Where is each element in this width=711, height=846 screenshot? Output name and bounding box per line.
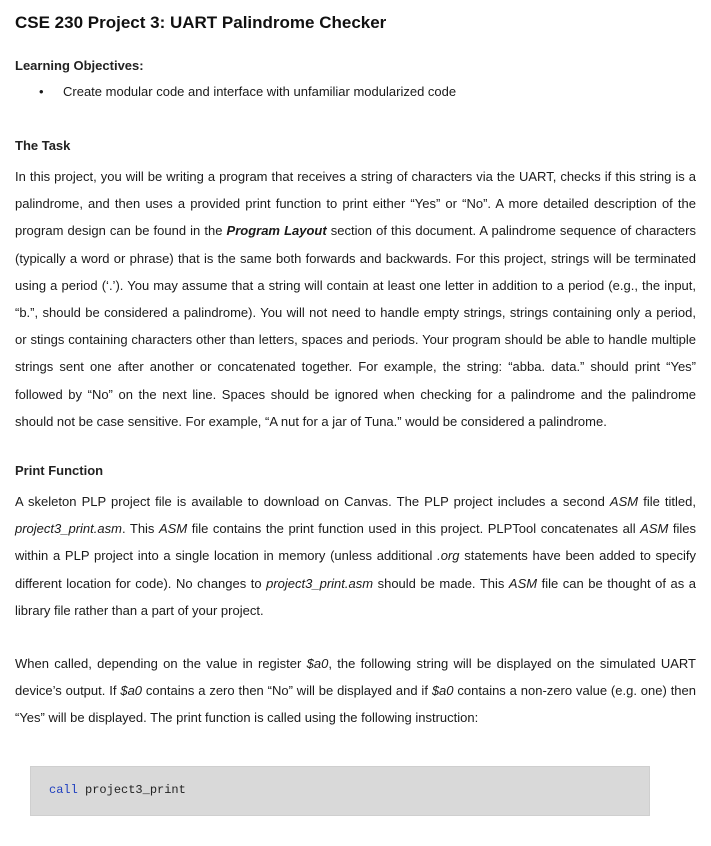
print-italic: project3_print.asm bbox=[266, 575, 374, 591]
print-text: When called, depending on the value in register bbox=[15, 656, 307, 672]
print-text: file titled, bbox=[638, 494, 697, 510]
learning-objectives-list bbox=[15, 82, 696, 102]
code-argument: project3_print bbox=[77, 783, 186, 797]
print-text: file contains the print function used in this project. PLPTool concatenates all bbox=[187, 521, 641, 537]
print-text: statements have been added to specify different location for code). No changes to bbox=[15, 548, 696, 591]
document-page bbox=[15, 0, 696, 732]
print-italic: ASM bbox=[609, 494, 639, 510]
list-item-text: Create modular code and interface with unfamiliar modularized code bbox=[63, 84, 457, 99]
code-line bbox=[49, 783, 186, 797]
print-italic: ASM bbox=[158, 521, 188, 537]
task-heading: The Task bbox=[15, 138, 71, 153]
print-text: , the following string will be displayed on the simulated UART device’s output. If bbox=[15, 656, 696, 699]
task-paragraph bbox=[15, 163, 696, 435]
print-paragraph-1 bbox=[15, 488, 696, 624]
document-title: CSE 230 Project 3: UART Palindrome Checker bbox=[15, 13, 387, 32]
register-italic: $a0 bbox=[431, 683, 454, 699]
print-italic: ASM bbox=[508, 575, 538, 591]
print-text: contains a zero then “No” will be displayed and if bbox=[142, 683, 432, 699]
print-text: contains a non-zero value (e.g. one) then “Yes” will be displayed. The print function is called using the following instruction: bbox=[15, 683, 697, 726]
code-keyword: call bbox=[49, 783, 78, 797]
print-text: file can be thought of as a library file rather than a part of your project. bbox=[15, 575, 696, 618]
print-text: . This bbox=[121, 521, 159, 537]
code-block bbox=[30, 766, 650, 816]
task-text-2: section of this document. A palindrome sequence of characters (typically a word or phrase) that is the same both forwards and backwards. For this project, strings will be terminated using a period (‘.’). You may assume that a string will contain at least one letter in addition to a period (e.g., the input, “b.”, should be considered a palindrome). You will not need to handle empty strings, strings containing only a period, or stings containing characters other than letters, spaces and periods. Your program should be able to handle multiple strings sent one after another or concatenated together. For example, the string: “abba. data.” should print “Yes” followed by “No” on the next line. Spaces should be ignored when checking for a palindrome and the palindrome should not be case sensitive. For example, “A nut for a jar of Tuna.” would be considered a palindrome. bbox=[15, 223, 696, 429]
print-function-heading: Print Function bbox=[15, 463, 104, 479]
register-italic: $a0 bbox=[306, 656, 329, 672]
print-text: A skeleton PLP project file is available to download on Canvas. The PLP project includes a second bbox=[15, 494, 610, 510]
learning-objectives-heading: Learning Objectives: bbox=[15, 58, 144, 73]
bullet-icon: • bbox=[39, 84, 44, 99]
register-italic: $a0 bbox=[120, 683, 143, 699]
list-item bbox=[15, 82, 696, 102]
task-text-1: In this project, you will be writing a program that receives a string of characters via the UART, checks if this string is a palindrome, and then uses a provided print function to print either “Yes” or “No”. A more detailed description of the program design can be found in the bbox=[15, 169, 696, 239]
program-layout-emphasis: Program Layout bbox=[226, 223, 327, 239]
print-italic: .org bbox=[437, 548, 460, 564]
print-text: should be made. This bbox=[373, 575, 509, 591]
print-text: files within a PLP project into a single location in memory (unless additional bbox=[15, 521, 696, 564]
print-paragraph-2 bbox=[15, 650, 696, 732]
print-italic: ASM bbox=[640, 521, 669, 537]
print-italic: project3_print.asm bbox=[15, 521, 122, 537]
